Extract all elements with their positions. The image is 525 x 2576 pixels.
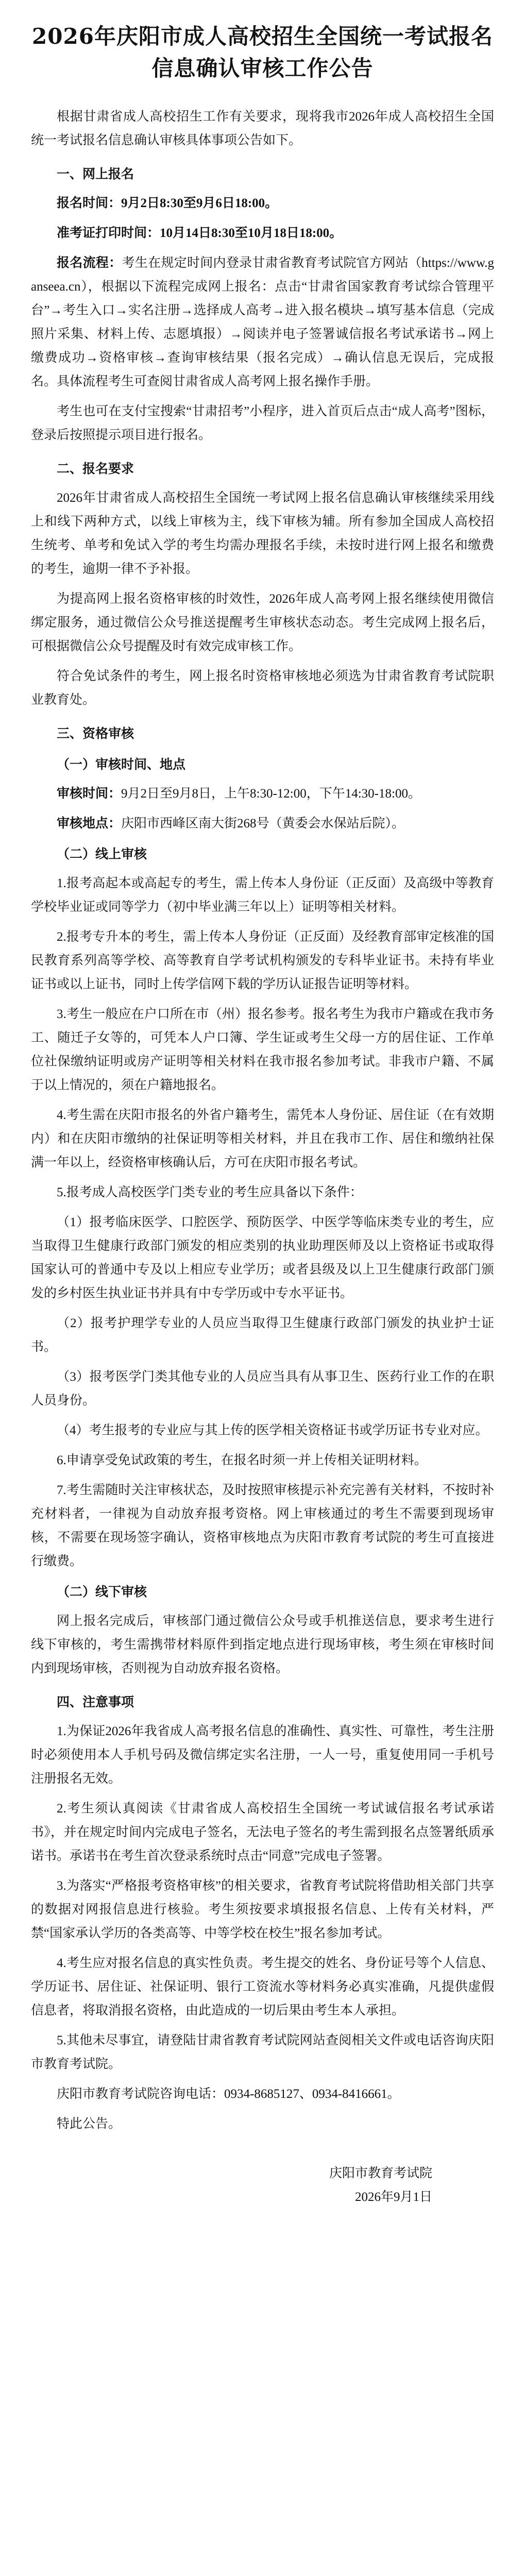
alipay-note: 考生也可在支付宝搜索“甘肃招考”小程序，进入首页后点击“成人高考”图标，登录后按照提示项目进行报名。 (31, 404, 494, 442)
review-time (31, 782, 494, 806)
page-title: 2026年庆阳市成人高校招生全国统一考试报名信息确认审核工作公告 (32, 24, 493, 81)
registration-time-value: 9月2日8:30至9月6日18:00。 (121, 196, 278, 210)
notes-item: 2.考生须认真阅读《甘肃省成人高校招生全国统一考试诚信报名考试承诺书》，并在规定时间内完成电子签名，无法电子签名的考生需到报名点签署纸质承诺书。承诺书在考生首次登录系统时点击“同意”完成电子签署。 (31, 1802, 494, 1863)
online-review-item: 7.考生需随时关注审核状态，及时按照审核提示补充完善有关材料，不按时补充材料者，一律视为自动放弃报考资格。网上审核通过的考生不需要到现场审核，不需要在现场签字确认，资格审核地点为庆阳市教育考试院的考生可直接进行缴费。 (31, 1483, 494, 1568)
review-time-value: 9月2日至9月8日，上午8:30-12:00，下午14:30-18:00。 (121, 787, 421, 801)
online-review-item: （4）考生报考的专业应与其上传的医学相关资格证书或学历证书专业对应。 (57, 1423, 488, 1437)
requirements-paragraph-2: 为提高网上报名资格审核的时效性，2026年成人高考网上报名继续使用微信绑定服务，通过微信公众号推送提醒考生审核状态动态。考生完成网上报名后，可根据微信公众号提醒及时有效完成审核工作。 (31, 592, 494, 653)
registration-flow (31, 251, 494, 394)
issuing-organization: 庆阳市教育考试院 (329, 2166, 432, 2180)
online-review-item: 3.考生一般应在户口所在市（州）报名参考。报名考生为我市户籍或在我市务工、随迁子女等的，可凭本人户口簿、学生证或考生父母一方的居住证、工作单位社保缴纳证明或房产证明等相关材料在我市报名参加考试。非我市户籍、不属于以上情况的，须在户籍地报名。 (31, 1007, 494, 1092)
online-review-item: （1）报考临床医学、口腔医学、预防医学、中医学等临床类专业的考生，应当取得卫生健康行政部门颁发的相应类别的执业助理医师及以上资格证书或取得国家认可的普通中专及以上相应专业学历；或者县级及以上卫生健康行政部门颁发的乡村医生执业证书并具有中专学历或中专水平证书。 (31, 1215, 494, 1300)
section-heading-registration: 一、网上报名 (57, 167, 134, 181)
registration-time (31, 192, 494, 215)
section-heading-review: 三、资格审核 (57, 727, 134, 741)
section-heading-notes: 四、注意事项 (57, 1696, 134, 1709)
notes-item: 3.为落实“严格报考资格审核”的相关要求，省教育考试院将借助相关部门共享的数据对网报信息进行核验。考生须按要求填报报名信息、上传有关材料，严禁“国家承认学历的各类高等、中等学校在校生”报名参加考试。 (31, 1879, 494, 1940)
review-place (31, 812, 494, 836)
consult-phone: 庆阳市教育考试院咨询电话：0934-8685127、0934-8416661。 (57, 2087, 400, 2101)
online-review-item: 1.报考高起本或高起专的考生，需上传本人身份证（正反面）及高级中等教育学校毕业证或同等学力（初中毕业满三年以上）证明等相关材料。 (31, 876, 494, 914)
registration-flow-label: 报名流程： (57, 256, 122, 270)
subheading-online-review: （二）线上审核 (57, 848, 147, 861)
closing-remark: 特此公告。 (57, 2117, 122, 2131)
review-place-label: 审核地点： (57, 817, 122, 831)
registration-flow-text: 考生在规定时间内登录甘肃省教育考试院官方网站（https://www.ganseea.cn），根据以下流程完成网上报名：点击“甘肃省国家教育考试综合管理平台”→考生入口→实名注册→选择成人高考→进入报名模块→填写基本信息（完成照片采集、材料上传、志愿填报）→阅读并电子签署诚信报名考试承诺书→网上缴费成功→资格审核→查询审核结果（报名完成）→确认信息无误后，完成报名。具体流程考生可查阅甘肃省成人高考网上报名操作手册。 (31, 256, 494, 388)
intro-paragraph: 根据甘肃省成人高校招生工作有关要求，现将我市2026年成人高校招生全国统一考试报名信息确认审核具体事项公告如下。 (31, 110, 494, 147)
registration-time-label: 报名时间： (57, 196, 122, 210)
notes-item: 4.考生应对报名信息的真实性负责。考生提交的姓名、身份证号等个人信息、学历证书、居住证、社保证明、银行工资流水等材料务必真实准确，凡提供虚假信息者，将取消报名资格，由此造成的一切后果由考生本人承担。 (31, 1956, 494, 2018)
review-time-label: 审核时间： (57, 787, 122, 801)
signature-block (31, 2162, 494, 2209)
notes-item: 1.为保证2026年我省成人高考报名信息的准确性、真实性、可靠性，考生注册时必须使用本人手机号码及微信绑定实名注册，一人一号，重复使用同一手机号注册报名无效。 (31, 1724, 494, 1786)
requirements-paragraph-1: 2026年甘肃省成人高校招生全国统一考试网上报名信息确认审核继续采用线上和线下两种方式，以线上审核为主，线下审核为辅。所有参加全国成人高校招生统考、单考和免试入学的考生均需办理报名手续，未按时进行网上报名和缴费的考生，逾期一律不予补报。 (31, 491, 494, 576)
subheading-review-time-place: （一）审核时间、地点 (57, 758, 186, 772)
online-review-item: 6.申请享受免试政策的考生，在报名时须一并上传相关证明材料。 (57, 1453, 427, 1467)
online-review-item: 5.报考成人高校医学门类专业的考生应具备以下条件： (57, 1185, 363, 1199)
online-review-item: （3）报考医学门类其他专业的人员应当具有从事卫生、医药行业工作的在职人员身份。 (31, 1370, 494, 1408)
notes-item: 5.其他未尽事宜，请登陆甘肃省教育考试院网站查阅相关文件或电话咨询庆阳市教育考试院。 (31, 2033, 494, 2071)
subheading-offline-review: （二）线下审核 (57, 1585, 147, 1599)
issue-date: 2026年9月1日 (354, 2190, 432, 2204)
requirements-paragraph-3: 符合免试条件的考生，网上报名时资格审核地必须选为甘肃省教育考试院职业教育处。 (31, 669, 494, 707)
admission-print-value: 10月14日8:30至10月18日18:00。 (160, 226, 343, 240)
section-heading-requirements: 二、报名要求 (57, 462, 134, 476)
review-place-value: 庆阳市西峰区南大街268号（黄委会水保站后院）。 (121, 817, 405, 831)
admission-print-time (31, 222, 494, 245)
online-review-item: 2.报考专升本的考生，需上传本人身份证（正反面）及经教育部审定核准的国民教育系列高等学校、高等教育自学考试机构颁发的专科毕业证书。未持有毕业证书或以上证书，同时上传学信网下载的学历认证报告证明等材料。 (31, 930, 494, 991)
offline-review-paragraph: 网上报名完成后，审核部门通过微信公众号或手机推送信息，要求考生进行线下审核的，考生需携带材料原件到指定地点进行现场审核，考生须在审核时间内到现场审核，否则视为自动放弃报名资格。 (31, 1614, 494, 1675)
online-review-item: 4.考生需在庆阳市报名的外省户籍考生，需凭本人身份证、居住证（在有效期内）和在庆阳市缴纳的社保证明等相关材料，并且在我市工作、居住和缴纳社保满一年以上，经资格审核确认后，方可在庆阳市报名考试。 (31, 1108, 494, 1170)
online-review-item: （2）报考护理学专业的人员应当取得卫生健康行政部门颁发的执业护士证书。 (31, 1316, 494, 1354)
admission-print-label: 准考证打印时间： (57, 226, 160, 240)
